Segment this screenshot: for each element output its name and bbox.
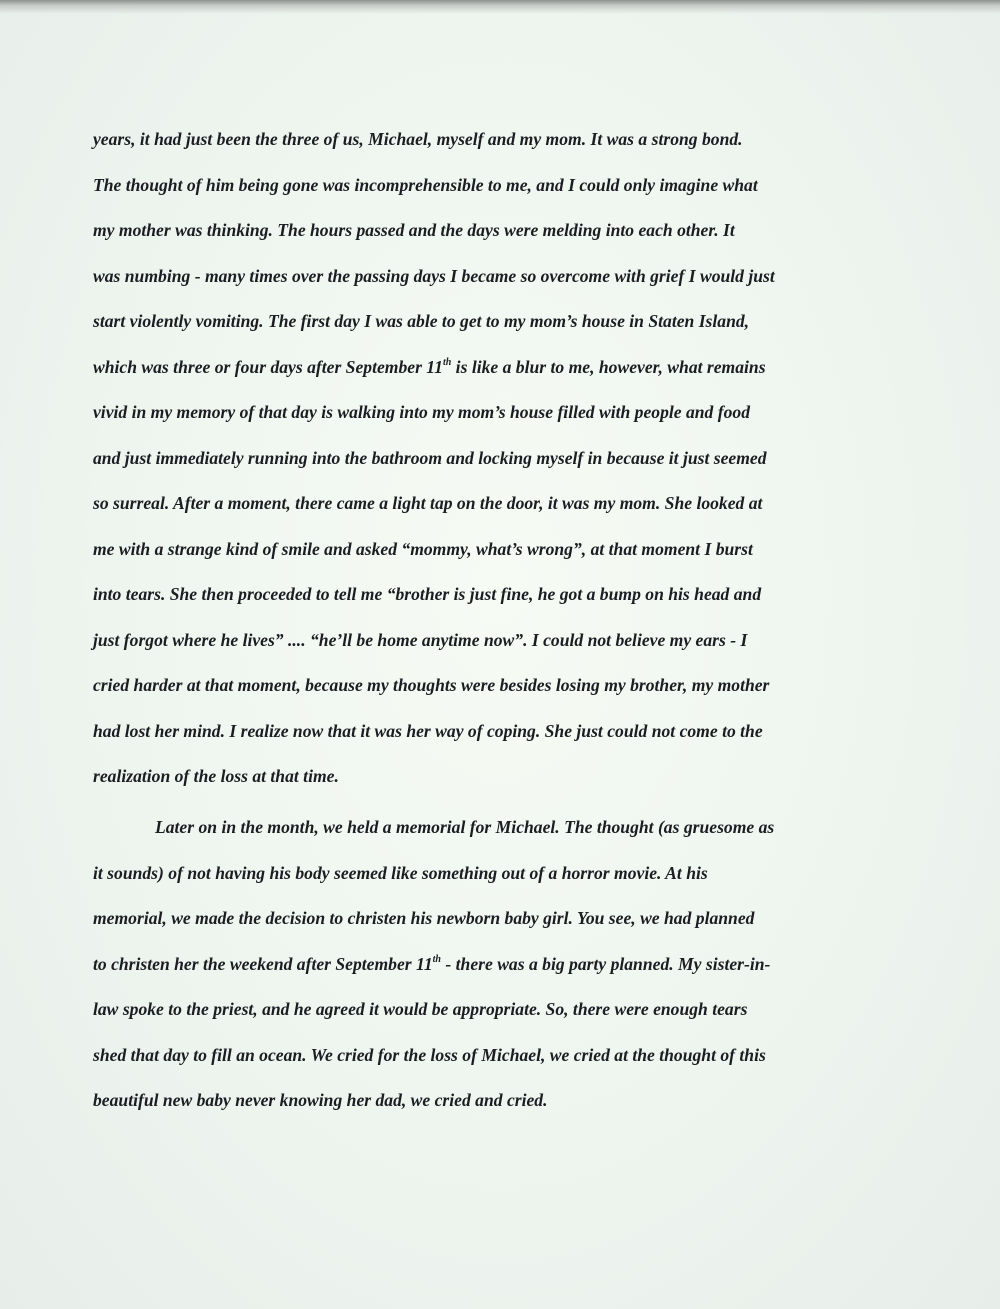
text-line: and just immediately running into the bathroom and locking myself in because it just seemed	[93, 447, 767, 468]
text-line: memorial, we made the decision to christen his newborn baby girl. You see, we had planned	[93, 908, 755, 928]
text-line: just forgot where he lives” .... “he’ll be home anytime now”. I could not believe my ears - I	[93, 629, 748, 650]
text-line: so surreal. After a moment, there came a light tap on the door, it was my mom. She looked at	[93, 493, 763, 513]
text-line-part: - there was a big party planned. My sister-in-	[441, 953, 771, 974]
text-line: shed that day to fill an ocean. We cried for the loss of Michael, we cried at the thought of this	[93, 1044, 766, 1065]
text-line: it sounds) of not having his body seemed like something out of a horror movie. At his	[93, 862, 708, 883]
text-line: law spoke to the priest, and he agreed it would be appropriate. So, there were enough tears	[93, 999, 748, 1019]
paragraph-1	[93, 117, 913, 800]
text-line: my mother was thinking. The hours passed and the days were melding into each other. It	[93, 220, 735, 240]
text-line: start violently vomiting. The first day I was able to get to my mom’s house in Staten Island,	[93, 311, 750, 331]
text-line: realization of the loss at that time.	[93, 766, 339, 786]
text-line: had lost her mind. I realize now that it was her way of coping. She just could not come to the	[93, 720, 763, 741]
text-line	[93, 345, 913, 391]
text-line: into tears. She then proceeded to tell me “brother is just fine, he got a bump on his head and	[93, 584, 762, 604]
text-line: Later on in the month, we held a memorial for Michael. The thought (as gruesome as	[155, 817, 775, 837]
text-line: The thought of him being gone was incomprehensible to me, and I could only imagine what	[93, 174, 758, 195]
text-line: vivid in my memory of that day is walking into my mom’s house filled with people and food	[93, 402, 750, 422]
ordinal-suffix: th	[432, 953, 441, 965]
paragraph-2	[93, 805, 913, 1124]
text-line-part: to christen her the weekend after September 11	[93, 953, 433, 974]
ordinal-suffix: th	[442, 356, 452, 368]
text-line: me with a strange kind of smile and asked “mommy, what’s wrong”, at that moment I burst	[93, 538, 753, 559]
text-line-part: is like a blur to me, however, what remains	[451, 356, 766, 377]
text-line-part: which was three or four days after September 11	[93, 356, 443, 377]
text-line: years, it had just been the three of us, Michael, myself and my mom. It was a strong bond.	[93, 129, 743, 149]
text-line: beautiful new baby never knowing her dad, we cried and cried.	[93, 1090, 548, 1110]
text-line: cried harder at that moment, because my thoughts were besides losing my brother, my mother	[93, 675, 770, 695]
text-line: was numbing - many times over the passing days I became so overcome with grief I would just	[93, 265, 775, 286]
text-line	[93, 942, 913, 988]
